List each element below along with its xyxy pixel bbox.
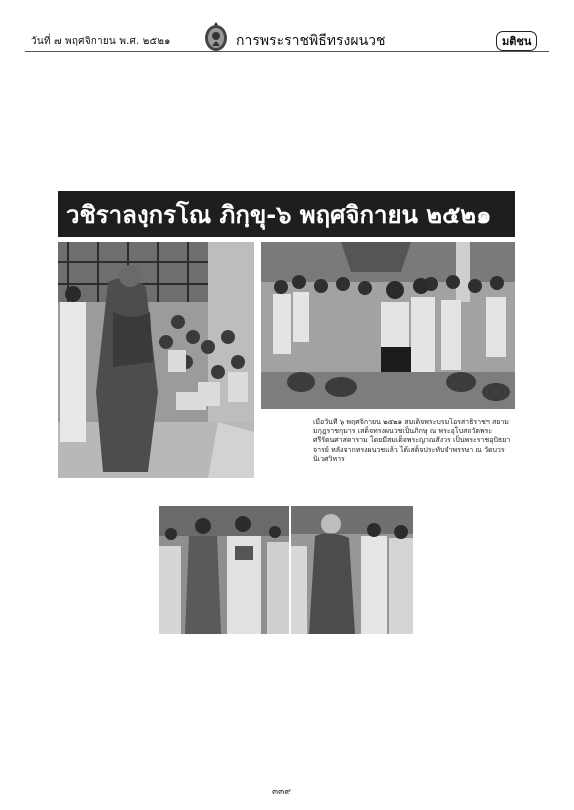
monk-receiving-offerings-photo <box>58 242 254 478</box>
page-number: ๓๓๙ <box>272 787 291 797</box>
article-banner-title: วชิราลงฺกรโณ ภิกฺขุ-๖ พฤศจิกายน ๒๕๒๑ <box>58 191 515 237</box>
page-header <box>0 0 574 60</box>
royal-procession-photo <box>261 242 515 409</box>
photo-caption: เมื่อวันที่ ๖ พฤศจิกายน ๒๕๒๑ สมเด็จพระบรมโอรสาธิราชฯ สยามมกุฎราชกุมาร เสด็จทรงผนวชเป็นภิกษุ ณ พระอุโบสถวัดพระศรีรัตนศาสดาราม โดยมีสมเด็จพระญาณสังวร เป็นพระราชอุปัธยาจารย์ หลังจากทรงผนวชแล้ว ได้เสด็จประทับจำพรรษา ณ วัดบวรนิเวศวิหาร <box>313 418 511 463</box>
issue-date: วันที่ ๗ พฤศจิกายน พ.ศ. ๒๕๒๑ <box>31 36 171 47</box>
royal-emblem-icon <box>203 22 229 52</box>
header-divider <box>25 51 549 52</box>
monk-with-officials-photo <box>291 506 413 634</box>
newspaper-name-badge: มติชน <box>496 31 537 51</box>
section-title: การพระราชพิธีทรงผนวช <box>236 33 386 49</box>
monk-with-king-photo <box>159 506 289 634</box>
